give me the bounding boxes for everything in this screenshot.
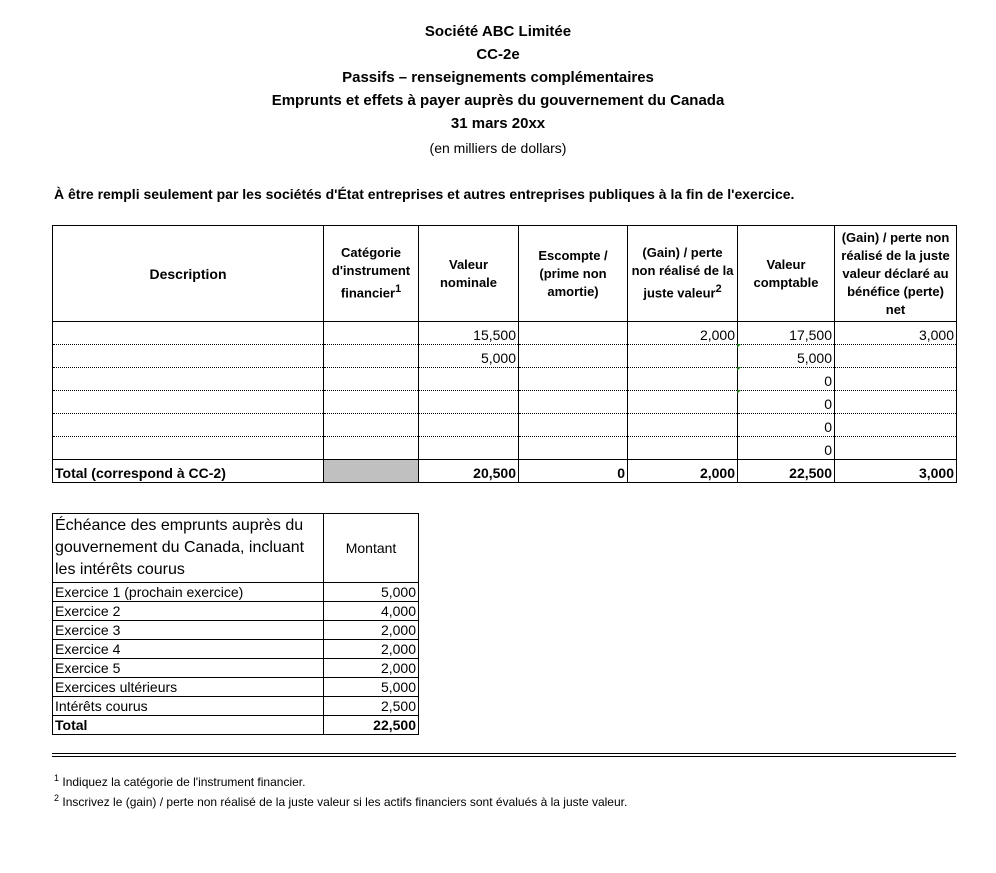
cell-unrealized[interactable] (628, 414, 738, 437)
maturity-amount[interactable]: 2,000 (324, 640, 419, 659)
maturity-amount[interactable]: 4,000 (324, 602, 419, 621)
maturity-row (53, 621, 419, 640)
maturity-row (53, 697, 419, 716)
maturity-row (53, 583, 419, 602)
maturity-amount[interactable]: 5,000 (324, 678, 419, 697)
cell-unrealized[interactable] (628, 368, 738, 391)
maturity-header-row (53, 514, 419, 583)
maturity-total-label: Total (53, 716, 324, 735)
maturity-label: Exercice 1 (prochain exercice) (53, 583, 324, 602)
cell-category[interactable] (324, 345, 419, 368)
maturity-amount[interactable]: 2,000 (324, 659, 419, 678)
cell-unrealized[interactable] (628, 391, 738, 414)
table-row (53, 345, 957, 368)
cell-description[interactable] (53, 368, 324, 391)
cell-category[interactable] (324, 391, 419, 414)
total-nominal: 20,500 (419, 460, 519, 483)
total-book-value: 22,500 (738, 460, 835, 483)
cell-net-income[interactable] (835, 437, 957, 460)
cell-net-income[interactable]: 3,000 (835, 322, 957, 345)
total-label: Total (correspond à CC-2) (53, 460, 324, 483)
cell-category[interactable] (324, 414, 419, 437)
table-row (53, 414, 957, 437)
maturity-table (52, 513, 419, 735)
maturity-total-amount: 22,500 (324, 716, 419, 735)
cell-unrealized[interactable] (628, 437, 738, 460)
cell-unrealized[interactable] (628, 345, 738, 368)
schedule-code: CC-2e (476, 46, 520, 63)
schedule-title: Passifs – renseignements complémentaires (342, 69, 654, 86)
schedule-date: 31 mars 20xx (450, 115, 546, 132)
col-header-discount: Escompte / (prime non amortie) (519, 226, 628, 322)
shaded-cell (324, 460, 419, 483)
maturity-row (53, 659, 419, 678)
maturity-label: Exercice 4 (53, 640, 324, 659)
footnote-divider (52, 756, 956, 757)
total-net-income: 3,000 (835, 460, 957, 483)
cell-nominal[interactable] (419, 391, 519, 414)
col-header-book-value: Valeur comptable (738, 226, 835, 322)
cell-category[interactable] (324, 437, 419, 460)
col-header-description: Description (53, 226, 324, 322)
maturity-amount[interactable]: 2,000 (324, 621, 419, 640)
cell-net-income[interactable] (835, 414, 957, 437)
comment-marker-icon (737, 367, 741, 371)
cell-unrealized[interactable]: 2,000 (628, 322, 738, 345)
maturity-label: Exercices ultérieurs (53, 678, 324, 697)
cell-book-value[interactable]: 17,500 (738, 322, 835, 345)
cell-book-value[interactable]: 0 (738, 391, 835, 414)
col-header-unrealized: (Gain) / perte non réalisé de la juste valeur$^2$ (628, 226, 738, 322)
cell-nominal[interactable] (419, 437, 519, 460)
maturity-row (53, 678, 419, 697)
maturity-total-row (53, 716, 419, 735)
comment-marker-icon (737, 344, 741, 348)
cell-discount[interactable] (519, 437, 628, 460)
cell-book-value[interactable]: 5,000 (738, 345, 835, 368)
table-row (53, 437, 957, 460)
maturity-row (53, 602, 419, 621)
cell-description[interactable] (53, 437, 324, 460)
cell-book-value[interactable]: 0 (738, 368, 835, 391)
footnote-divider (52, 753, 956, 754)
col-header-nominal: Valeur nominale (419, 226, 519, 322)
cell-category[interactable] (324, 322, 419, 345)
cell-book-value[interactable]: 0 (738, 414, 835, 437)
maturity-label: Exercice 3 (53, 621, 324, 640)
table-header-row (53, 226, 957, 322)
cell-discount[interactable] (519, 368, 628, 391)
borrowings-table (52, 225, 957, 483)
total-unrealized: 2,000 (628, 460, 738, 483)
total-row (53, 460, 957, 483)
schedule-subtitle: Emprunts et effets à payer auprès du gouvernement du Canada (271, 92, 725, 109)
total-discount: 0 (519, 460, 628, 483)
cell-net-income[interactable] (835, 368, 957, 391)
cell-category[interactable] (324, 368, 419, 391)
comment-marker-icon (737, 390, 741, 394)
cell-net-income[interactable] (835, 391, 957, 414)
maturity-label: Exercice 5 (53, 659, 324, 678)
maturity-label: Intérêts courus (53, 697, 324, 716)
maturity-amount[interactable]: 2,500 (324, 697, 419, 716)
table-row (53, 322, 957, 345)
cell-description[interactable] (53, 391, 324, 414)
maturity-amount[interactable]: 5,000 (324, 583, 419, 602)
col-header-net-income: (Gain) / perte non réalisé de la juste valeur déclaré au bénéfice (perte) net (835, 226, 957, 322)
cell-description[interactable] (53, 345, 324, 368)
company-name: Société ABC Limitée (424, 23, 572, 40)
cell-description[interactable] (53, 322, 324, 345)
units-note: (en milliers de dollars) (429, 140, 567, 156)
maturity-header-label: Échéance des emprunts auprès du gouvernement du Canada, incluant les intérêts courus (53, 514, 324, 583)
cell-description[interactable] (53, 414, 324, 437)
cell-discount[interactable] (519, 414, 628, 437)
cell-nominal[interactable] (419, 414, 519, 437)
cell-nominal[interactable] (419, 368, 519, 391)
footnote-2: $^2$ Inscrivez le (gain) / perte non réalisé de la juste valeur si les actifs financiers sont évalués à la juste valeur. (54, 793, 628, 809)
cell-net-income[interactable] (835, 345, 957, 368)
cell-book-value[interactable]: 0 (738, 437, 835, 460)
cell-discount[interactable] (519, 345, 628, 368)
cell-nominal[interactable]: 5,000 (419, 345, 519, 368)
instruction-text: À être rempli seulement par les sociétés d'État entreprises et autres entreprises publiques à la fin de l'exercice. (54, 186, 795, 202)
col-header-category: Catégorie d'instrument financier$^1$ (324, 226, 419, 322)
maturity-header-amount: Montant (324, 514, 419, 583)
cell-discount[interactable] (519, 322, 628, 345)
cell-nominal[interactable]: 15,500 (419, 322, 519, 345)
maturity-row (53, 640, 419, 659)
table-row (53, 391, 957, 414)
cell-discount[interactable] (519, 391, 628, 414)
table-row (53, 368, 957, 391)
footnote-1: $^1$ Indiquez la catégorie de l'instrument financier. (54, 773, 306, 789)
maturity-label: Exercice 2 (53, 602, 324, 621)
